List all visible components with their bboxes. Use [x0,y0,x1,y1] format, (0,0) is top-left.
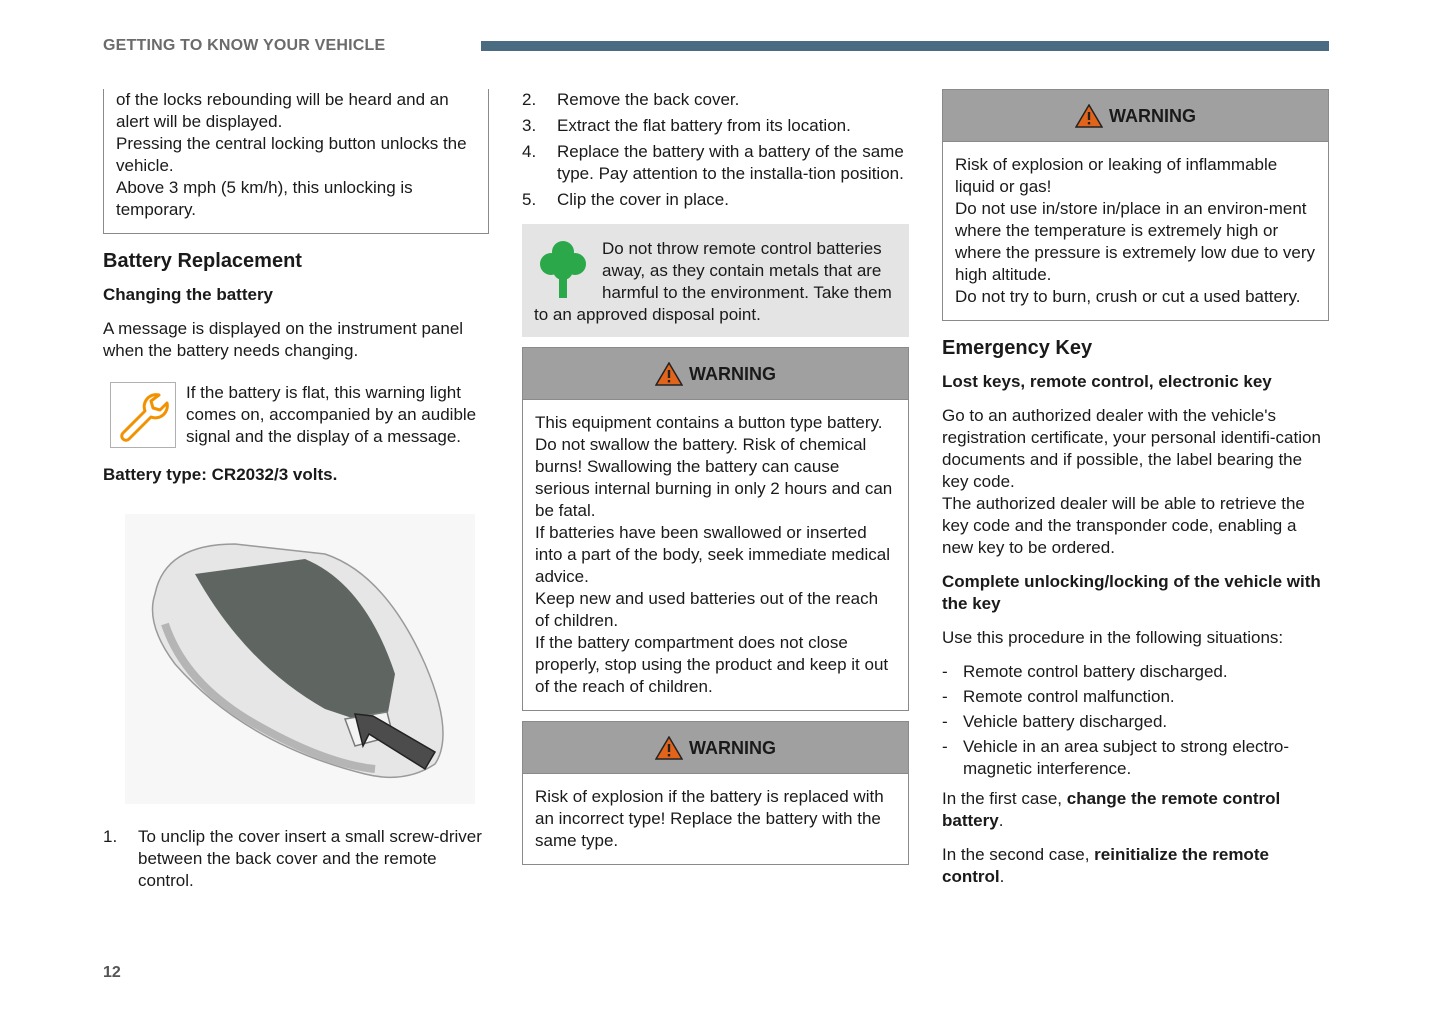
page-number: 12 [103,964,121,981]
step-item [522,141,909,185]
list-item [942,736,1329,780]
section-title-battery-replacement: Battery Replacement [103,250,302,272]
warning-box-1 [522,347,909,711]
warning-header [943,90,1328,142]
warning-body [523,400,908,710]
step-item [103,826,489,892]
continued-line: Pressing the central locking button unlocks the vehicle. [116,134,467,175]
step-text: Extract the flat battery from its location. [557,116,851,135]
step-text: To unclip the cover insert a small screw-driver between the back cover and the remote control. [138,827,482,890]
tree-icon [539,238,587,300]
warning-line: If the battery compartment does not close properly, stop using the product and keep it out of the reach of children. [535,633,889,696]
warning-body [523,774,908,864]
subsection-title-lost-keys: Lost keys, remote control, electronic key [942,372,1272,391]
warning-line: If batteries have been swallowed or inserted into a part of the body, seek immediate medical advice. [535,523,890,586]
subsection-title-changing-battery: Changing the battery [103,285,274,304]
environment-note [522,224,909,337]
step-number: 5. [522,190,537,209]
continued-line: Above 3 mph (5 km/h), this unlocking is temporary. [116,178,413,219]
warning-triangle-icon [1075,104,1103,128]
dash-marker: - [942,687,948,706]
warning-line: Do not swallow the battery. Risk of chemical burns! Swallowing the battery can cause serious internal burning in only 2 hours and can be fatal. [535,435,893,520]
warning-body [943,142,1328,320]
page-header-title: GETTING TO KNOW YOUR VEHICLE [103,37,386,54]
step-item [522,115,909,137]
warning-line: Risk of explosion or leaking of inflammable liquid or gas! [955,155,1278,196]
step-list-2 [522,89,909,211]
warning-light-text: If the battery is flat, this warning light comes on, accompanied by an audible signal and the display of a message. [186,383,477,446]
paragraph-retrieve: The authorized dealer will be able to retrieve the key code and the transponder code, enabling a new key to be ordered. [942,494,1305,557]
step-list-1 [103,826,489,892]
step-text: Remove the back cover. [557,90,740,109]
warning-light-row [110,382,489,448]
paragraph-dealer: Go to an authorized dealer with the vehicle's registration certificate, your personal identifi-cation documents and if possible, the label bearing the key code. [942,406,1321,491]
battery-intro: A message is displayed on the instrument panel when the battery needs changing. [103,319,464,360]
warning-triangle-icon [655,362,683,386]
paragraph-first-case: In the first case, change the remote control battery. [942,789,1281,830]
dash-marker: - [942,712,948,731]
column-1 [103,89,489,896]
continued-line: of the locks rebounding will be heard and an alert will be displayed. [116,90,449,131]
dash-marker: - [942,662,948,681]
step-item [522,189,909,211]
step-number: 1. [103,827,118,846]
warning-line: Do not try to burn, crush or cut a used battery. [955,287,1301,306]
warning-line: Risk of explosion if the battery is replaced with an incorrect type! Replace the battery with the same type. [535,787,884,850]
step-text: Replace the battery with a battery of the same type. Pay attention to the installa-tion position. [557,142,904,183]
step-text: Clip the cover in place. [557,190,729,209]
warning-header [523,722,908,774]
remote-key-illustration [125,514,475,804]
list-item [942,661,1329,683]
warning-header [523,348,908,400]
list-item-text: Remote control malfunction. [963,687,1175,706]
warning-title: WARNING [689,363,776,384]
column-3 [942,89,1329,900]
warning-line: Keep new and used batteries out of the reach of children. [535,589,879,630]
dash-marker: - [942,737,948,756]
subsection-title-unlocking: Complete unlocking/locking of the vehicle with the key [942,572,1321,613]
warning-title: WARNING [689,737,776,758]
list-item-text: Remote control battery discharged. [963,662,1228,681]
step-number: 2. [522,90,537,109]
battery-type: Battery type: CR2032/3 volts. [103,465,338,484]
column-2 [522,89,909,865]
warning-title: WARNING [1109,105,1196,126]
paragraph-second-case: In the second case, reinitialize the remote control. [942,845,1269,886]
list-item-text: Vehicle in an area subject to strong electro-magnetic interference. [963,737,1290,778]
list-item [942,711,1329,733]
situations-list [942,661,1329,780]
continued-box [103,89,489,234]
paragraph-procedure: Use this procedure in the following situations: [942,628,1284,647]
environment-note-text: Do not throw remote control batteries away, as they contain metals that are harmful to the environment. Take them to an approved disposal point. [534,239,892,324]
list-item [942,686,1329,708]
step-item [522,89,909,111]
warning-box-2 [522,721,909,865]
step-number: 4. [522,142,537,161]
list-item-text: Vehicle battery discharged. [963,712,1168,731]
step-number: 3. [522,116,537,135]
warning-box-3 [942,89,1329,321]
section-title-emergency-key: Emergency Key [942,337,1093,359]
wrench-icon [110,382,176,448]
page-header-bar [481,41,1329,51]
warning-line: Do not use in/store in/place in an environ-ment where the temperature is extremely high or where the pressure is extremely low due to very high altitude. [955,199,1315,284]
warning-triangle-icon [655,736,683,760]
warning-line: This equipment contains a button type battery. [535,413,883,432]
